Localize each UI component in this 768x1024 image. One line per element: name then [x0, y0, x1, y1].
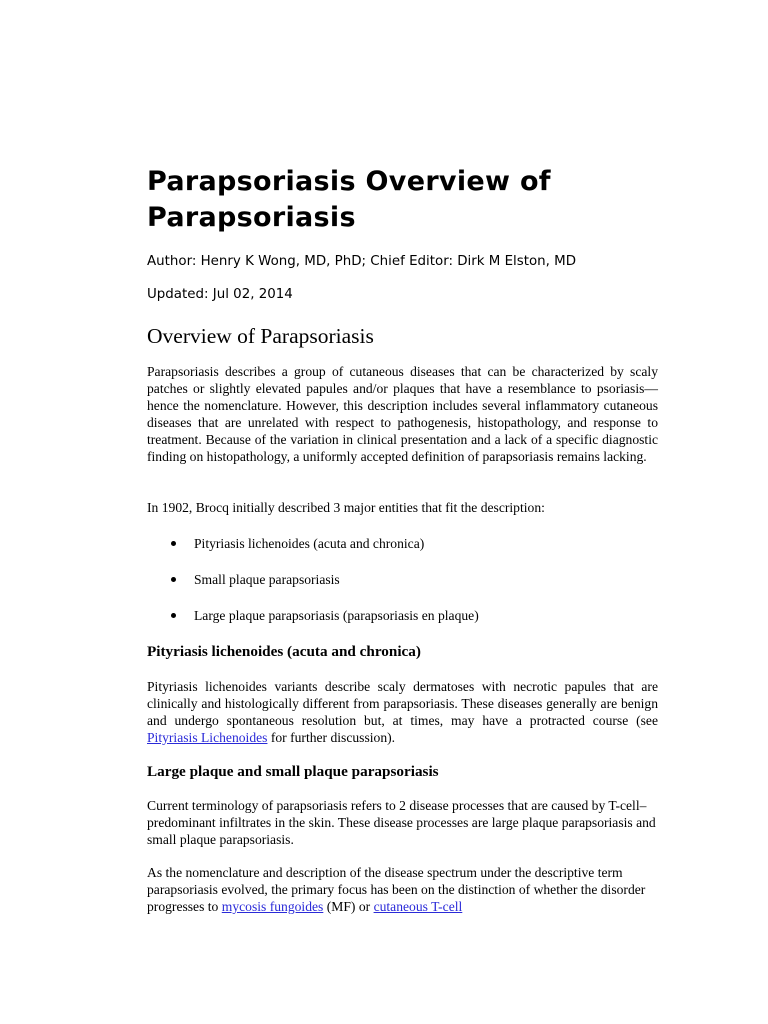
- list-item: [147, 571, 340, 588]
- section-heading: Overview of Parapsoriasis: [147, 324, 374, 348]
- subheading-plaque-parapsoriasis: Large plaque and small plaque parapsoriasis: [147, 763, 439, 780]
- paragraph-terminology: [147, 798, 658, 849]
- paragraph-text: Current terminology of parapsoriasis refers to 2 disease processes that are caused by T-cell–predominant infiltrates in the skin. These disease processes are large plaque parapsoriasis and small plaque parapsoriasis.: [147, 798, 656, 847]
- bullet-icon: [171, 613, 176, 618]
- paragraph-text-middle: (MF) or: [323, 898, 374, 914]
- list-item-text: Pityriasis lichenoides (acuta and chronica): [194, 536, 425, 551]
- paragraph-text: [147, 679, 658, 747]
- paragraph-nomenclature: [147, 865, 658, 916]
- list-item: [147, 535, 424, 552]
- mycosis-fungoides-link[interactable]: mycosis fungoides: [221, 898, 324, 914]
- bullet-icon: [171, 541, 176, 546]
- paragraph-text: [147, 865, 658, 916]
- paragraph-text: Parapsoriasis describes a group of cutaneous diseases that can be characterized by scaly patches or slightly elevated papules and/or plaques that have a resemblance to psoriasis—hence the nomenclature. However, this description includes several inflammatory cutaneous diseases that are unrelated with respect to pathogenesis, histopathology, and response to treatment. Because of the variation in clinical presentation and a lack of a specific diagnostic finding on histopathology, a uniformly accepted definition of parapsoriasis remains lacking.: [147, 364, 658, 464]
- list-item-text: Small plaque parapsoriasis: [194, 572, 340, 587]
- cutaneous-t-cell-link[interactable]: cutaneous T-cell: [373, 898, 463, 914]
- document-title: Parapsoriasis Overview of Parapsoriasis: [147, 166, 551, 233]
- paragraph-text-start: Pityriasis lichenoides variants describe scaly dermatoses with necrotic papules that are clinically and histologically different from parapsoriasis. These diseases generally are benign and undergo spontaneous resolution but, at times, may have a protracted course (see: [147, 679, 658, 728]
- updated-date: Updated: Jul 02, 2014: [147, 287, 293, 302]
- paragraph-brocq: [147, 500, 658, 517]
- subheading-pityriasis: Pityriasis lichenoides (acuta and chronica): [147, 643, 421, 660]
- paragraph-text-start: As the nomenclature and description of the disease spectrum under the descriptive term parapsoriasis evolved, the primary focus has been on the distinction of whether the disorder progresses to: [147, 865, 646, 914]
- paragraph-intro: [147, 364, 658, 465]
- paragraph-text-end: for further discussion).: [267, 729, 396, 745]
- paragraph-text: In 1902, Brocq initially described 3 major entities that fit the description:: [147, 500, 545, 515]
- list-item: [147, 607, 479, 624]
- list-item-text: Large plaque parapsoriasis (parapsoriasis en plaque): [194, 608, 479, 623]
- paragraph-pityriasis: [147, 679, 658, 747]
- pityriasis-lichenoides-link[interactable]: Pityriasis Lichenoides: [147, 729, 268, 745]
- author-line: Author: Henry K Wong, MD, PhD; Chief Editor: Dirk M Elston, MD: [147, 254, 577, 269]
- bullet-icon: [171, 577, 176, 582]
